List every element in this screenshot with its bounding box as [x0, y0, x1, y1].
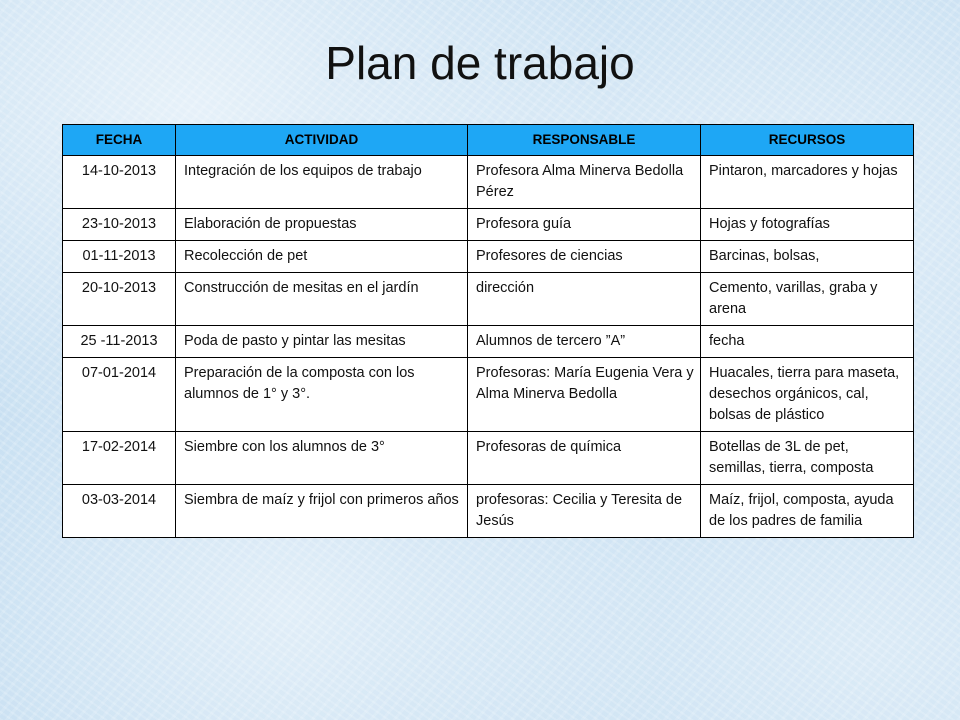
cell-recursos: Cemento, varillas, graba y arena	[701, 273, 914, 326]
table-row	[63, 358, 914, 432]
cell-actividad: Preparación de la composta con los alumnos de 1° y 3°.	[176, 358, 468, 432]
cell-recursos: Pintaron, marcadores y hojas	[701, 156, 914, 209]
table-row	[63, 156, 914, 209]
table-row	[63, 241, 914, 273]
cell-responsable: Profesora Alma Minerva Bedolla Pérez	[468, 156, 701, 209]
cell-fecha: 20-10-2013	[63, 273, 176, 326]
table-row	[63, 209, 914, 241]
cell-responsable: Alumnos de tercero ”A”	[468, 326, 701, 358]
cell-responsable: Profesores de ciencias	[468, 241, 701, 273]
header-responsable: RESPONSABLE	[468, 125, 701, 156]
header-recursos: RECURSOS	[701, 125, 914, 156]
cell-fecha: 14-10-2013	[63, 156, 176, 209]
cell-recursos: Hojas y fotografías	[701, 209, 914, 241]
header-actividad: ACTIVIDAD	[176, 125, 468, 156]
cell-fecha: 03-03-2014	[63, 485, 176, 538]
cell-actividad: Siembra de maíz y frijol con primeros años	[176, 485, 468, 538]
cell-actividad: Construcción de mesitas en el jardín	[176, 273, 468, 326]
cell-fecha: 25 -11-2013	[63, 326, 176, 358]
cell-fecha: 07-01-2014	[63, 358, 176, 432]
cell-recursos: Barcinas, bolsas,	[701, 241, 914, 273]
cell-recursos: Maíz, frijol, composta, ayuda de los padres de familia	[701, 485, 914, 538]
cell-fecha: 23-10-2013	[63, 209, 176, 241]
cell-responsable: Profesora guía	[468, 209, 701, 241]
cell-fecha: 17-02-2014	[63, 432, 176, 485]
cell-actividad: Siembre con los alumnos de 3°	[176, 432, 468, 485]
cell-actividad: Poda de pasto y pintar las mesitas	[176, 326, 468, 358]
table-row	[63, 326, 914, 358]
table-header-row	[63, 125, 914, 156]
cell-fecha: 01-11-2013	[63, 241, 176, 273]
page-title: Plan de trabajo	[325, 37, 635, 89]
cell-actividad: Elaboración de propuestas	[176, 209, 468, 241]
cell-responsable: Profesoras de química	[468, 432, 701, 485]
cell-actividad: Recolección de pet	[176, 241, 468, 273]
cell-recursos: Botellas de 3L de pet, semillas, tierra, composta	[701, 432, 914, 485]
cell-recursos: fecha	[701, 326, 914, 358]
work-plan-table	[62, 124, 914, 538]
table-row	[63, 485, 914, 538]
cell-recursos: Huacales, tierra para maseta, desechos orgánicos, cal, bolsas de plástico	[701, 358, 914, 432]
cell-responsable: dirección	[468, 273, 701, 326]
cell-responsable: profesoras: Cecilia y Teresita de Jesús	[468, 485, 701, 538]
table-row	[63, 273, 914, 326]
cell-actividad: Integración de los equipos de trabajo	[176, 156, 468, 209]
cell-responsable: Profesoras: María Eugenia Vera y Alma Minerva Bedolla	[468, 358, 701, 432]
table-row	[63, 432, 914, 485]
header-fecha: FECHA	[63, 125, 176, 156]
